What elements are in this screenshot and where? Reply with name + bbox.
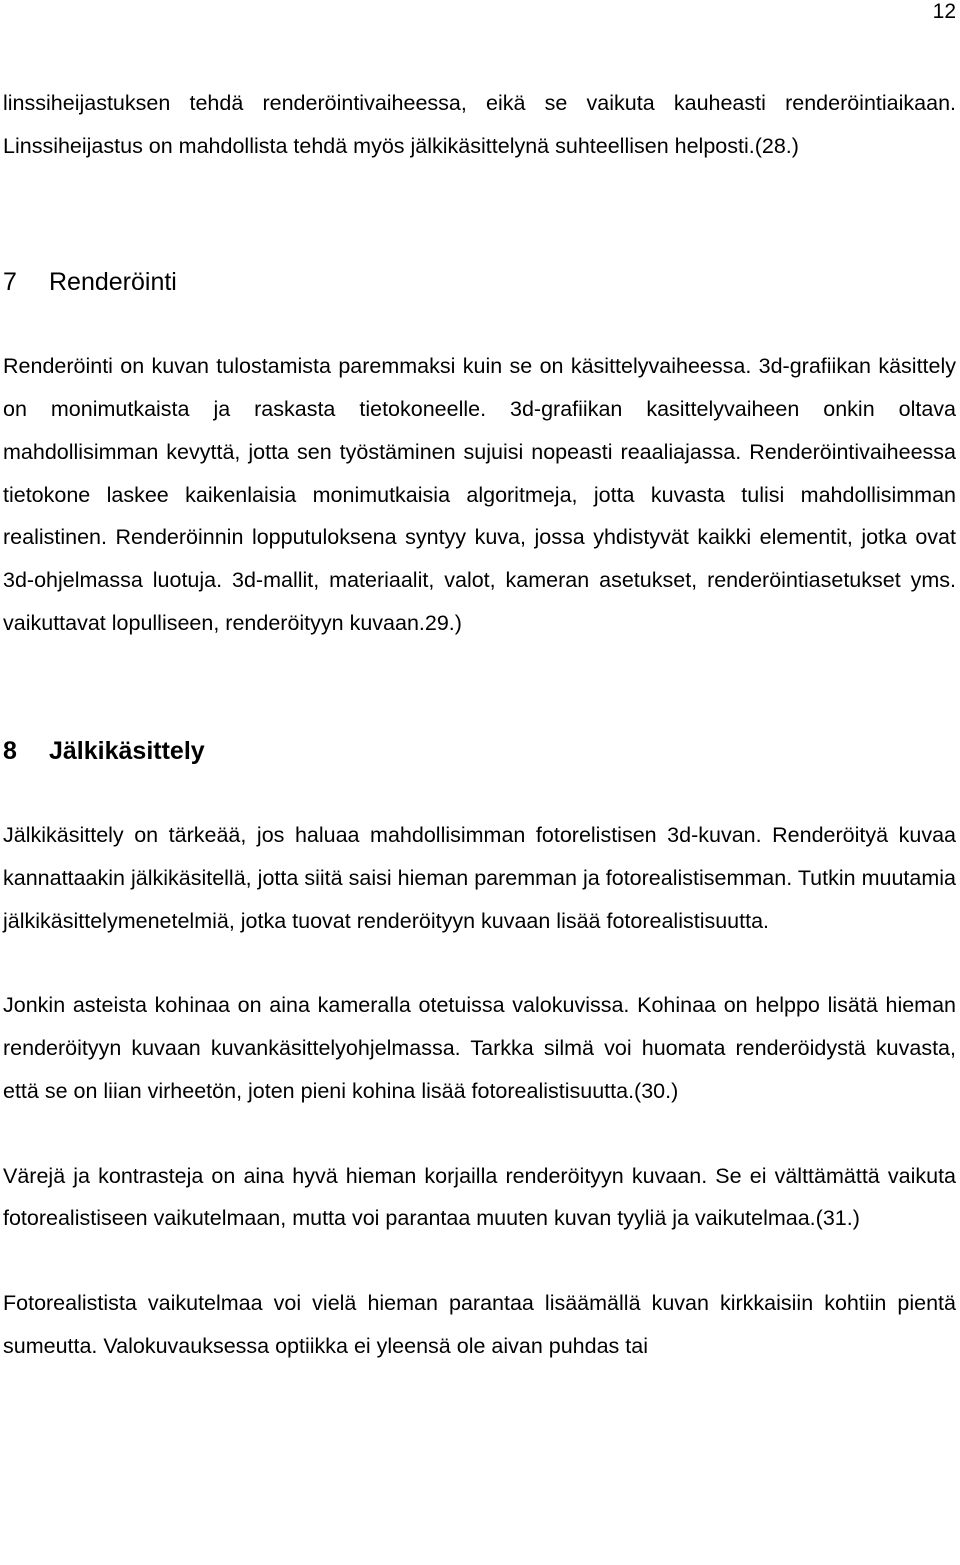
section-heading-post-processing: [3, 730, 956, 772]
section-number: 7: [3, 268, 17, 297]
paragraph-rendering: Renderöinti on kuvan tulostamista paremmaksi kuin se on käsittelyvaiheessa. 3d-grafiikan käsittely on monimutkaista ja raskasta tietokoneelle. 3d-grafiikan kasittelyvaiheen onkin oltava mahdollisimman kevyttä, jotta sen työstäminen sujuisi nopeasti reaaliajassa. Renderöintivaiheessa tietokone laskee kaikenlaisia monimutkaisia algoritmeja, jotta kuvasta tulisi mahdollisimman realistinen. Renderöinnin lopputuloksena syntyy kuva, jossa yhdistyvät kaikki elementit, jotka ovat 3d-ohjelmassa luotuja. 3d-mallit, materiaalit, valot, kameran asetukset, renderöintiasetukset yms. vaikuttavat lopulliseen, renderöityyn kuvaan.29.): [3, 354, 956, 635]
paragraph-color-contrast: Värejä ja kontrasteja on aina hyvä hieman korjailla renderöityyn kuvaan. Se ei välttämättä vaikuta fotorealistiseen vaikutelmaan, mutta voi parantaa muuten kuvan tyyliä ja vaikutelmaa.(31.): [3, 1163, 956, 1231]
paragraph-blur: Fotorealistista vaikutelmaa voi vielä hieman parantaa lisäämällä kuvan kirkkaisiin kohtiin pientä sumeutta. Valokuvauksessa optiikka ei yleensä ole aivan puhdas tai: [3, 1290, 956, 1358]
document-body: [3, 82, 956, 1367]
paragraph-post-processing-intro: Jälkikäsittely on tärkeää, jos haluaa mahdollisimman fotorelistisen 3d-kuvan. Renderöityä kuvaa kannattaakin jälkikäsitellä, jotta siitä saisi hieman paremman ja fotorealistisemman. Tutkin muutamia jälkikäsittelymenetelmiä, jotka tuovat renderöityyn kuvaan lisää fotorealistisuutta.: [3, 823, 956, 933]
section-number: 8: [3, 737, 17, 766]
page-number: 12: [932, 0, 956, 23]
paragraph-noise: Jonkin asteista kohinaa on aina kameralla otetuissa valokuvissa. Kohinaa on helppo lisätä hieman renderöityyn kuvaan kuvankäsittelyohjelmassa. Tarkka silmä voi huomata renderöidystä kuvasta, että se on liian virheetön, joten pieni kohina lisää fotorealistisuutta.(30.): [3, 993, 956, 1103]
section-title: Jälkikäsittely: [49, 737, 205, 766]
section-heading-rendering: [3, 261, 956, 303]
paragraph-intro: linssiheijastuksen tehdä renderöintivaiheessa, eikä se vaikuta kauheasti renderöintiaikaan. Linssiheijastus on mahdollista tehdä myös jälkikäsittelynä suhteellisen helposti.(28.): [3, 91, 956, 158]
section-title: Renderöinti: [49, 268, 177, 297]
